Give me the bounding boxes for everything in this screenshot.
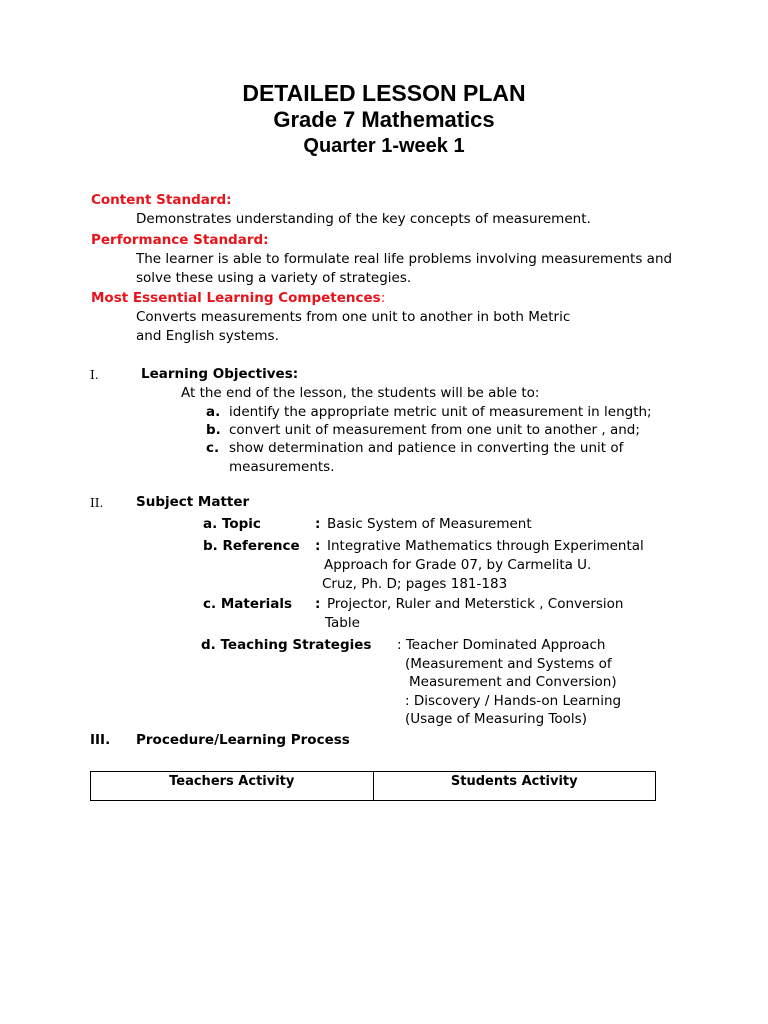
section-numeral-1: I.	[90, 368, 99, 382]
materials-line: Table	[325, 615, 360, 631]
reference-colon: :	[315, 538, 321, 554]
objective-letter: a.	[206, 404, 221, 420]
objective-item: convert unit of measurement from one unit to another , and;	[229, 422, 640, 438]
document-quarter: Quarter 1-week 1	[303, 135, 465, 157]
section-numeral-2: II.	[90, 496, 104, 510]
performance-standard-line: solve these using a variety of strategies.	[136, 270, 412, 286]
strategies-line: Measurement and Conversion)	[409, 674, 617, 690]
objectives-heading: Learning Objectives:	[141, 366, 299, 382]
strategies-label: d. Teaching Strategies	[201, 637, 372, 653]
materials-line: Projector, Ruler and Meterstick , Conversion	[327, 596, 624, 612]
procedure-heading: Procedure/Learning Process	[136, 732, 350, 748]
melc-line: and English systems.	[136, 328, 279, 344]
topic-colon: :	[315, 516, 321, 532]
section-numeral-3: III.	[90, 732, 111, 748]
objective-item: show determination and patience in converting the unit of	[229, 440, 624, 456]
reference-line: Approach for Grade 07, by Carmelita U.	[324, 557, 592, 573]
table-header-teachers: Teachers Activity	[169, 774, 295, 789]
performance-standard-label: Performance Standard:	[91, 232, 269, 248]
melc-label-colon: :	[380, 290, 386, 306]
topic-label: a. Topic	[203, 516, 261, 532]
reference-line: Cruz, Ph. D; pages 181-183	[322, 576, 508, 592]
objective-item-continued: measurements.	[229, 459, 335, 475]
strategies-line: (Usage of Measuring Tools)	[405, 711, 587, 727]
performance-standard-line: The learner is able to formulate real life problems involving measurements and	[136, 251, 673, 267]
document-subtitle: Grade 7 Mathematics	[273, 107, 495, 132]
activity-table	[90, 771, 656, 801]
objective-item: identify the appropriate metric unit of measurement in length;	[229, 404, 652, 420]
content-standard-label: Content Standard:	[91, 192, 232, 208]
melc-line: Converts measurements from one unit to another in both Metric	[136, 309, 571, 325]
content-standard-text: Demonstrates understanding of the key concepts of measurement.	[136, 211, 591, 227]
melc-label-text: Most Essential Learning Competences	[91, 290, 381, 306]
subject-matter-heading: Subject Matter	[136, 494, 250, 510]
reference-line: Integrative Mathematics through Experimental	[327, 538, 644, 554]
strategies-line: : Teacher Dominated Approach	[397, 637, 606, 653]
objective-letter: c.	[206, 440, 220, 456]
objective-letter: b.	[206, 422, 221, 438]
table-header-students: Students Activity	[373, 772, 656, 800]
document-title: DETAILED LESSON PLAN	[242, 80, 526, 106]
strategies-line: (Measurement and Systems of	[405, 656, 612, 672]
reference-label: b. Reference	[203, 538, 300, 554]
materials-colon: :	[315, 596, 321, 612]
melc-label	[91, 290, 385, 306]
objectives-intro: At the end of the lesson, the students will be able to:	[181, 385, 540, 401]
materials-label: c. Materials	[203, 596, 293, 612]
strategies-line: : Discovery / Hands-on Learning	[405, 693, 622, 709]
topic-value: Basic System of Measurement	[327, 516, 532, 532]
